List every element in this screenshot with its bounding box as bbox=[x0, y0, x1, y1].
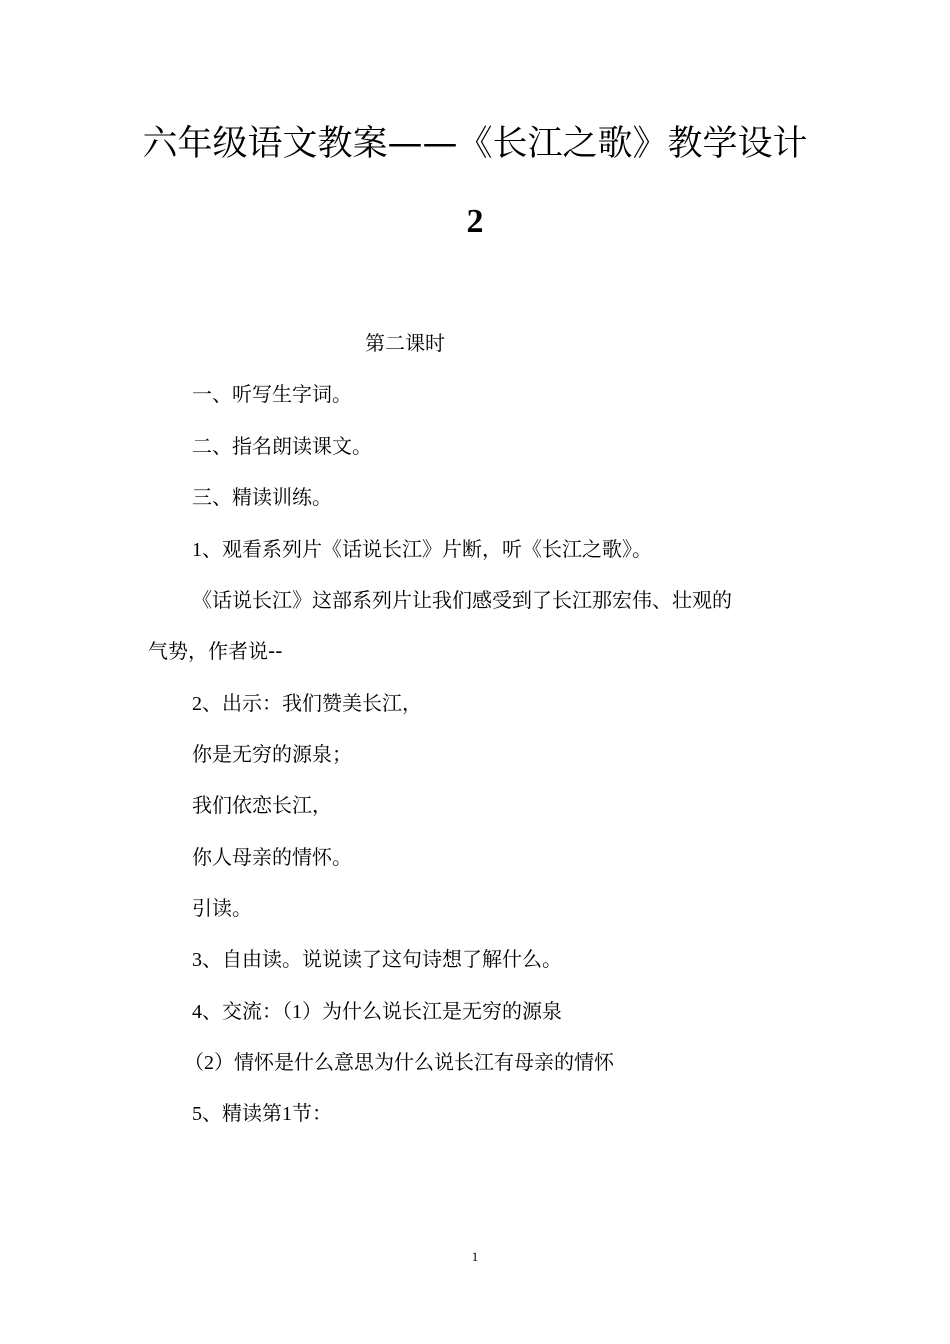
item-1-text: 、观看系列片《话说长江》片断，听《长江之歌》。 bbox=[202, 537, 652, 561]
poem-line-2: 我们依恋长江， bbox=[192, 793, 332, 817]
item-4-text-b: ）为什么说长江是无穷的源泉 bbox=[302, 999, 562, 1023]
item-4-sub-2 bbox=[184, 1049, 614, 1076]
item-1-number: 1 bbox=[192, 539, 202, 561]
page-number: 1 bbox=[471, 1249, 479, 1264]
document-title: 六年级语文教案——《长江之歌》教学设计 bbox=[142, 124, 808, 164]
lead-read: 引读。 bbox=[192, 896, 252, 920]
item-4b-text-a: （ bbox=[184, 1050, 204, 1074]
paragraph-line-2: 气势，作者说-- bbox=[148, 639, 283, 663]
item-4-number: 4 bbox=[192, 1001, 202, 1023]
step-3: 三、精读训练。 bbox=[192, 485, 332, 509]
item-5-sub-number: 1 bbox=[282, 1103, 292, 1125]
item-4b-text-b: ）情怀是什么意思为什么说长江有母亲的情怀 bbox=[214, 1050, 614, 1074]
item-5-text-b: 节： bbox=[292, 1101, 332, 1125]
paragraph-line-1: 《话说长江》这部系列片让我们感受到了长江那宏伟、壮观的 bbox=[192, 588, 732, 612]
step-1: 一、听写生字词。 bbox=[192, 382, 352, 406]
item-2 bbox=[192, 690, 422, 717]
item-4b-sub-number: 2 bbox=[204, 1052, 214, 1074]
document-title-number: 2 bbox=[466, 203, 484, 240]
step-2: 二、指名朗读课文。 bbox=[192, 434, 372, 458]
item-5-text-a: 、精读第 bbox=[202, 1101, 282, 1125]
item-4-text-a: 、交流：（ bbox=[202, 999, 292, 1023]
item-3-text: 、自由读。说说读了这句诗想了解什么。 bbox=[202, 947, 562, 971]
item-3-number: 3 bbox=[192, 949, 202, 971]
item-4-sub-number: 1 bbox=[292, 1001, 302, 1023]
item-4 bbox=[192, 998, 562, 1025]
poem-line-1: 你是无穷的源泉； bbox=[192, 742, 352, 766]
item-1 bbox=[192, 536, 652, 563]
item-3 bbox=[192, 946, 562, 973]
item-2-text: 、出示：我们赞美长江， bbox=[202, 691, 422, 715]
item-5-number: 5 bbox=[192, 1103, 202, 1125]
poem-line-3: 你人母亲的情怀。 bbox=[192, 845, 352, 869]
section-heading: 第二课时 bbox=[365, 331, 445, 355]
item-5 bbox=[192, 1100, 332, 1127]
item-2-number: 2 bbox=[192, 693, 202, 715]
